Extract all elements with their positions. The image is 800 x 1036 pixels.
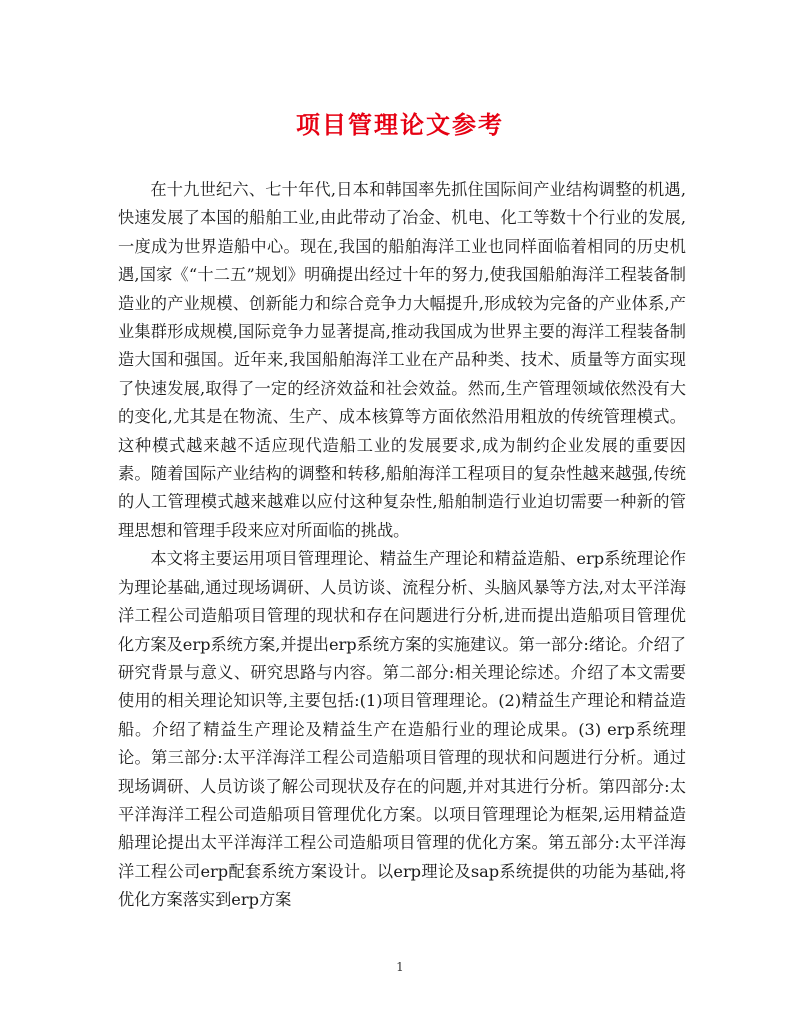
document-body [118, 176, 686, 915]
page-number: 1 [396, 960, 404, 974]
document-title: 项目管理论文参考 [296, 110, 504, 139]
paragraph-2: 本文将主要运用项目管理理论、精益生产理论和精益造船、erp系统理论作为理论基础,通过现场调研、人员访谈、流程分析、头脑风暴等方法,对太平洋海洋工程公司造船项目管理的现状和存在问题进行分析,进而提出造船项目管理优化方案及erp系统方案,并提出erp系统方案的实施建议。第一部分:绪论。介绍了研究背景与意义、研究思路与内容。第二部分:相关理论综述。介绍了本文需要使用的相关理论知识等,主要包括:(1)项目管理理论。(2)精益生产理论和精益造船。介绍了精益生产理论及精益生产在造船行业的理论成果。(3) erp系统理论。第三部分:太平洋海洋工程公司造船项目管理的现状和问题进行分析。通过现场调研、人员访谈了解公司现状及存在的问题,并对其进行分析。第四部分:太平洋海洋工程公司造船项目管理优化方案。以项目管理理论为框架,运用精益造船理论提出太平洋海洋工程公司造船项目管理的优化方案。第五部分:太平洋海洋工程公司erp配套系统方案设计。以erp理论及sap系统提供的功能为基础,将优化方案落实到erp方案 [118, 549, 686, 910]
paragraph-1: 在十九世纪六、七十年代,日本和韩国率先抓住国际间产业结构调整的机遇,快速发展了本国的船舶工业,由此带动了冶金、机电、化工等数十个行业的发展,一度成为世界造船中心。现在,我国的船舶海洋工业也同样面临着相同的历史机遇,国家《“十二五”规划》明确提出经过十年的努力,使我国船舶海洋工程装备制造业的产业规模、创新能力和综合竞争力大幅提升,形成较为完备的产业体系,产业集群形成规模,国际竞争力显著提高,推动我国成为世界主要的海洋工程装备制造大国和强国。近年来,我国船舶海洋工业在产品种类、技术、质量等方面实现了快速发展,取得了一定的经济效益和社会效益。然而,生产管理领域依然没有大的变化,尤其是在物流、生产、成本核算等方面依然沿用粗放的传统管理模式。这种模式越来越不适应现代造船工业的发展要求,成为制约企业发展的重要因素。随着国际产业结构的调整和转移,船舶海洋工程项目的复杂性越来越强,传统的人工管理模式越来越难以应付这种复杂性,船舶制造行业迫切需要一种新的管理思想和管理手段来应对所面临的挑战。 [118, 180, 686, 540]
